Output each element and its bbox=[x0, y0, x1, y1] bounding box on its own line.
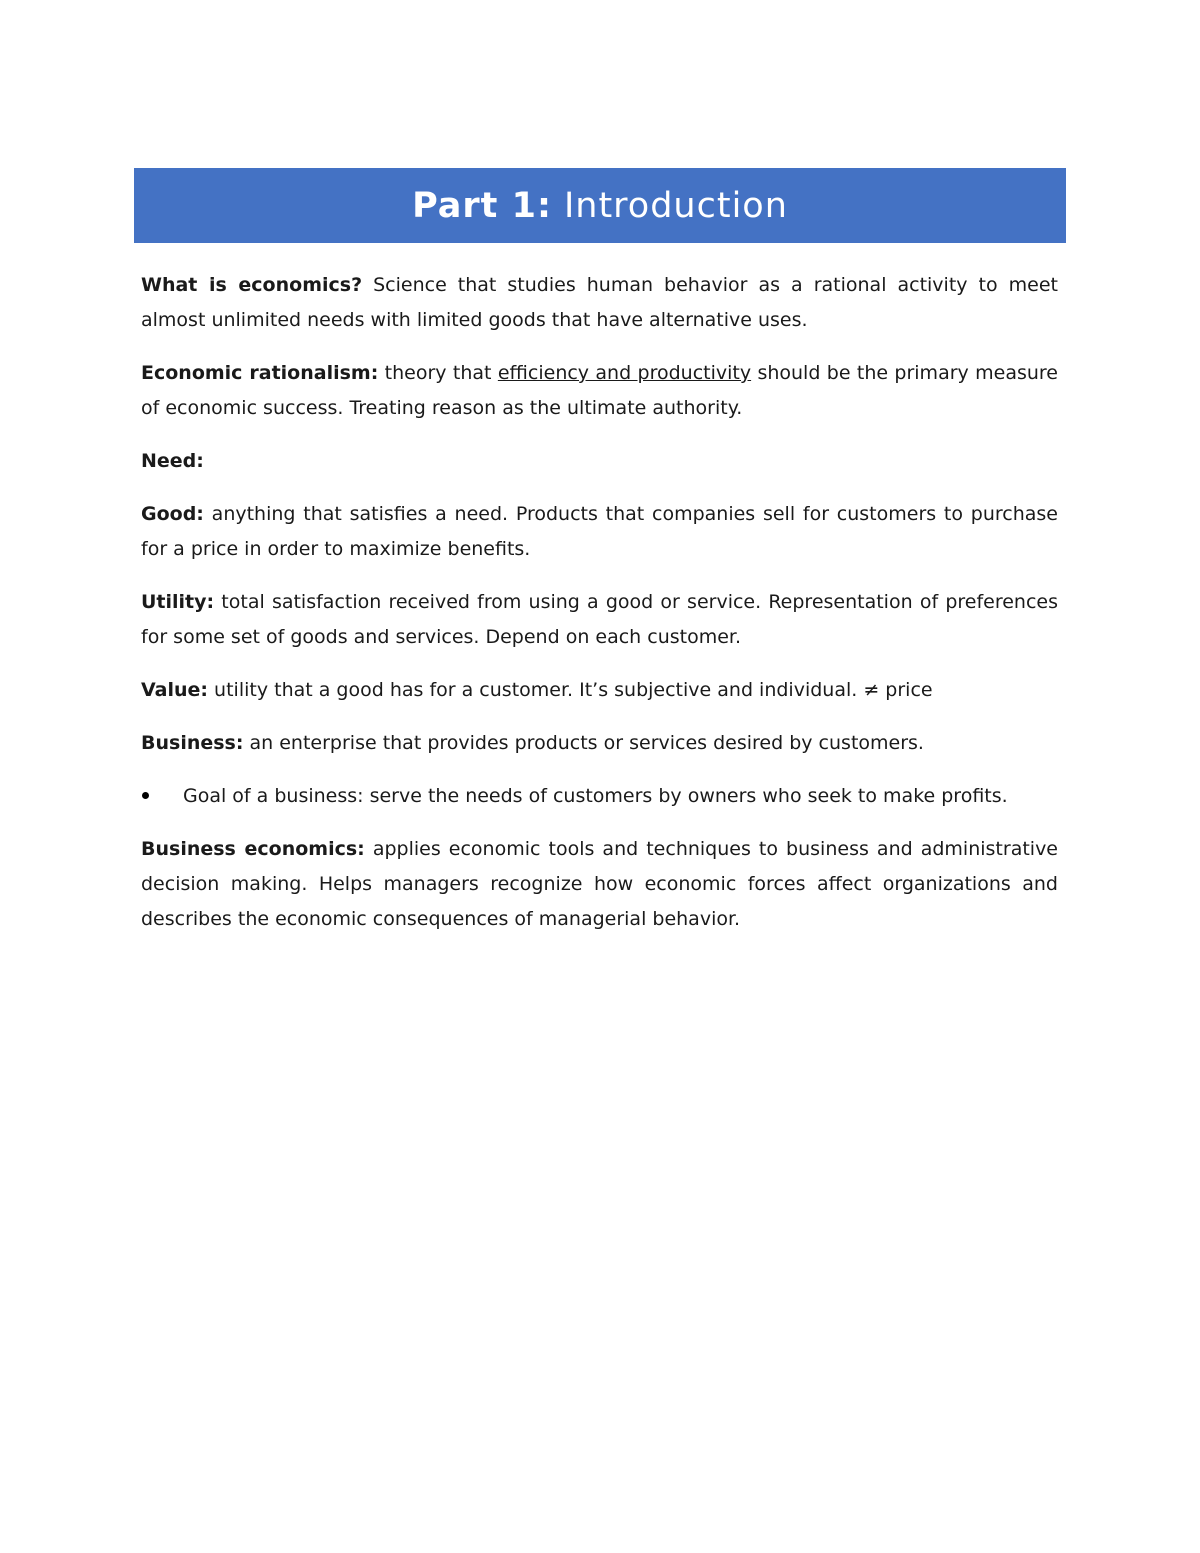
definition-good bbox=[141, 497, 1058, 567]
term-label: Value: bbox=[141, 679, 209, 701]
definition-text: should be the primary measure of economic success. Treating reason as the ultimate authority. bbox=[141, 362, 1058, 419]
definition-business bbox=[141, 726, 1058, 761]
definition-text: Science that studies human behavior as a rational activity to meet almost unlimited needs with limited goods that have alternative uses. bbox=[141, 274, 1058, 331]
definition-economic-rationalism bbox=[141, 356, 1058, 426]
definition-text: total satisfaction received from using a good or service. Representation of preferences for some set of goods and services. Depend on each customer. bbox=[141, 591, 1058, 648]
part-title: Introduction bbox=[563, 185, 788, 226]
definition-utility bbox=[141, 585, 1058, 655]
document-body bbox=[141, 268, 1058, 955]
term-label: Business economics: bbox=[141, 838, 365, 860]
term-label: Good: bbox=[141, 503, 204, 525]
definition-economics bbox=[141, 268, 1058, 338]
definition-value bbox=[141, 673, 1058, 708]
definition-text: an enterprise that provides products or services desired by customers. bbox=[243, 732, 924, 754]
term-label: What is economics? bbox=[141, 274, 363, 296]
term-label: Economic rationalism: bbox=[141, 362, 379, 384]
definition-text: utility that a good has for a customer. It’s subjective and individual. ≠ price bbox=[208, 679, 933, 701]
part-number: Part 1: bbox=[412, 185, 552, 226]
bullet-icon bbox=[142, 792, 149, 799]
definition-text: anything that satisfies a need. Products that companies sell for customers to purchase for a price in order to maximize benefits. bbox=[141, 503, 1058, 560]
bullet-item bbox=[141, 779, 1058, 814]
term-label: Need: bbox=[141, 450, 204, 472]
definition-text: theory that bbox=[378, 362, 498, 384]
part-title-banner bbox=[134, 168, 1066, 243]
term-label: Utility: bbox=[141, 591, 215, 613]
bullet-text: Goal of a business: serve the needs of customers by owners who seek to make profits. bbox=[183, 785, 1008, 807]
term-label: Business: bbox=[141, 732, 244, 754]
definition-text: applies economic tools and techniques to business and administrative decision making. Helps managers recognize how economic forces affect organizations and describes the economic consequences of managerial behavior. bbox=[141, 838, 1058, 930]
definition-need bbox=[141, 444, 1058, 479]
underlined-phrase: efficiency and productivity bbox=[497, 362, 752, 384]
definition-business-economics bbox=[141, 832, 1058, 937]
